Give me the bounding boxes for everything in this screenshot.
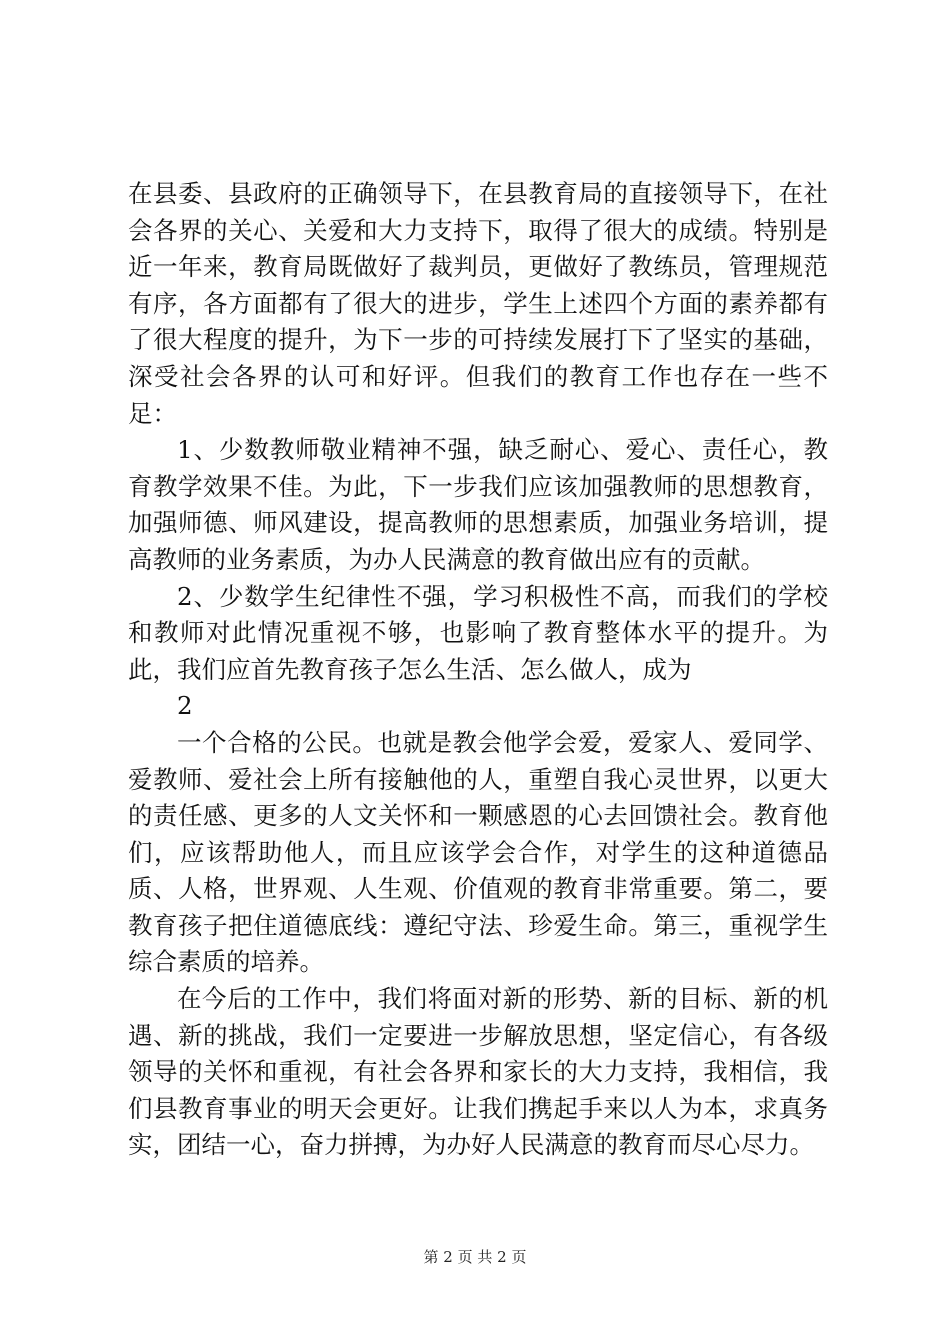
- paragraph-conclusion: 在今后的工作中，我们将面对新的形势、新的目标、新的机遇、新的挑战，我们一定要进一步解放思想，坚定信心，有各级领导的关怀和重视，有社会各界和家长的大力支持，我相信，我们县教育事业的明天会更好。让我们携起手来以人为本，求真务实，团结一心，奋力拼搏，为办好人民满意的教育而尽心尽力。: [128, 984, 828, 1160]
- paragraph-point-2: 2、少数学生纪律性不强，学习积极性不高，而我们的学校和教师对此情况重视不够，也影响了教育整体水平的提升。为此，我们应首先教育孩子怎么生活、怎么做人，成为: [128, 581, 828, 684]
- page-footer: 第 2 页 共 2 页: [423, 1248, 527, 1266]
- inline-page-number: 2: [177, 691, 193, 721]
- paragraph-point-1: 1、少数教师敬业精神不强，缺乏耐心、爱心、责任心，教育教学效果不佳。为此，下一步我们应该加强教师的思想教育，加强师德、师风建设，提高教师的思想素质，加强业务培训，提高教师的业务素质，为办人民满意的教育做出应有的贡献。: [128, 435, 828, 574]
- paragraph-continuation: 一个合格的公民。也就是教会他学会爱，爱家人、爱同学、爱教师、爱社会上所有接触他的人，重塑自我心灵世界，以更大的责任感、更多的人文关怀和一颗感恩的心去回馈社会。教育他们，应该帮助他人，而且应该学会合作，对学生的这种道德品质、人格，世界观、人生观、价值观的教育非常重要。第二，要教育孩子把住道德底线：遵纪守法、珍爱生命。第三，重视学生综合素质的培养。: [128, 727, 828, 977]
- paragraph-intro: 在县委、县政府的正确领导下，在县教育局的直接领导下，在社会各界的关心、关爱和大力支持下，取得了很大的成绩。特别是近一年来，教育局既做好了裁判员，更做好了教练员，管理规范有序，各方面都有了很大的进步，学生上述四个方面的素养都有了很大程度的提升，为下一步的可持续发展打下了坚实的基础，深受社会各界的认可和好评。但我们的教育工作也存在一些不足：: [128, 179, 828, 428]
- document-body: [128, 176, 828, 1164]
